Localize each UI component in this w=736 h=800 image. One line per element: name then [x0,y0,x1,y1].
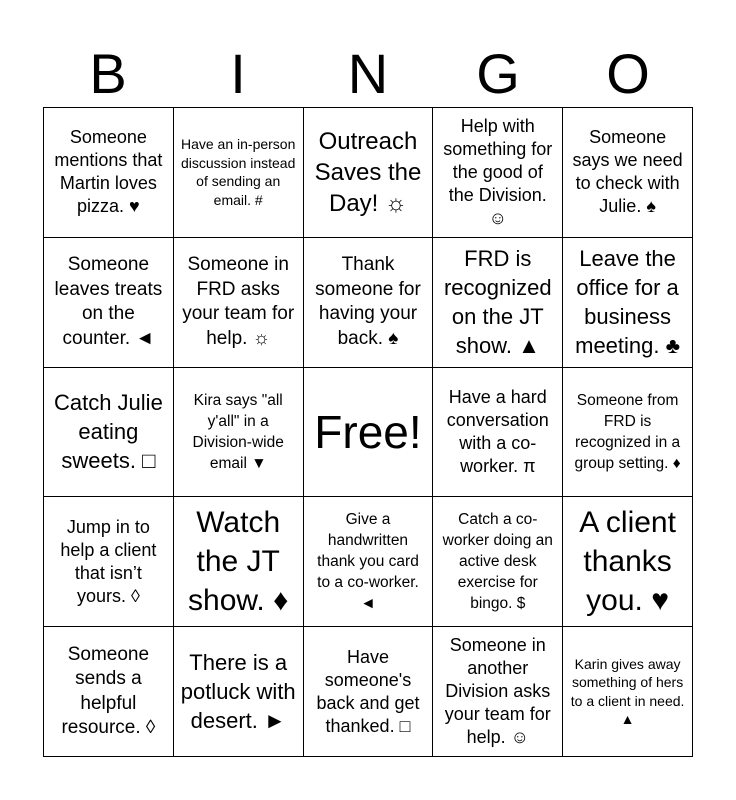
bingo-cell[interactable] [563,368,693,498]
bingo-cell[interactable] [433,108,563,238]
bingo-card [43,107,693,757]
bingo-cell[interactable] [44,497,174,627]
cell-text: A client thanks you. ♥ [579,506,676,618]
cell-text: Outreach Saves the Day! ☼ [314,127,422,217]
cell-text: Leave the office for a business meeting. ♣ [575,246,681,359]
bingo-cell[interactable] [563,238,693,368]
cell-text: Have a hard conversation with a co-worker. π [446,386,549,476]
cell-text: Someone says we need to check with Julie. ♠ [572,127,683,217]
cell-text: Catch a co-worker doing an active desk exercise for bingo. $ [442,511,553,613]
header-letter-i: I [230,42,246,105]
cell-text: Kira says "all y'all" in a Division-wide email ▼ [192,391,284,472]
cell-text: There is a potluck with desert. ► [180,650,296,734]
bingo-cell[interactable] [174,368,304,498]
bingo-header [43,40,693,108]
header-letter-g: G [476,42,520,105]
cell-text: Someone sends a helpful resource. ◊ [61,643,156,739]
bingo-cell[interactable] [44,368,174,498]
cell-text: Watch the JT show. ♦ [188,506,289,618]
cell-text: FRD is recognized on the JT show. ▲ [443,246,552,359]
bingo-cell[interactable] [304,497,434,627]
cell-text: Someone in another Division asks your team for help. ☺ [444,635,551,748]
cell-text: Someone leaves treats on the counter. ◄ [54,254,163,349]
bingo-cell[interactable] [304,108,434,238]
cell-text: Give a handwritten thank you card to a co-worker. ◄ [317,511,419,613]
cell-text: Someone from FRD is recognized in a group setting. ♦ [574,391,681,472]
cell-text: Have someone's back and get thanked. □ [316,646,420,736]
bingo-cell[interactable] [174,497,304,627]
bingo-cell[interactable] [44,108,174,238]
header-letter-n: N [347,42,389,105]
bingo-cell[interactable] [433,627,563,757]
bingo-cell[interactable] [433,497,563,627]
bingo-cell[interactable] [563,627,693,757]
cell-text: Karin gives away something of hers to a client in need. ▲ [570,655,685,728]
header-letter-o: O [606,42,650,105]
cell-text: Jump in to help a client that isn’t yours. ◊ [60,516,157,606]
cell-text: Thank someone for having your back. ♠ [315,254,421,349]
bingo-cell[interactable] [44,238,174,368]
header-letter-b: B [89,42,127,105]
free-space[interactable] [304,368,434,498]
cell-text: Help with something for the good of the Division. ☺ [443,115,553,228]
bingo-cell[interactable] [304,238,434,368]
bingo-cell[interactable] [304,627,434,757]
cell-text: Have an in-person discussion instead of sending an email. # [180,136,296,208]
bingo-cell[interactable] [433,238,563,368]
bingo-cell[interactable] [563,108,693,238]
bingo-cell[interactable] [563,497,693,627]
bingo-cell[interactable] [174,108,304,238]
cell-text: Someone in FRD asks your team for help. ☼ [182,254,295,349]
bingo-cell[interactable] [44,627,174,757]
cell-text: Someone mentions that Martin loves pizza. ♥ [54,127,163,217]
bingo-cell[interactable] [174,627,304,757]
bingo-cell[interactable] [174,238,304,368]
cell-text: Catch Julie eating sweets. □ [53,390,163,474]
free-space-label: Free! [314,405,422,458]
bingo-cell[interactable] [433,368,563,498]
